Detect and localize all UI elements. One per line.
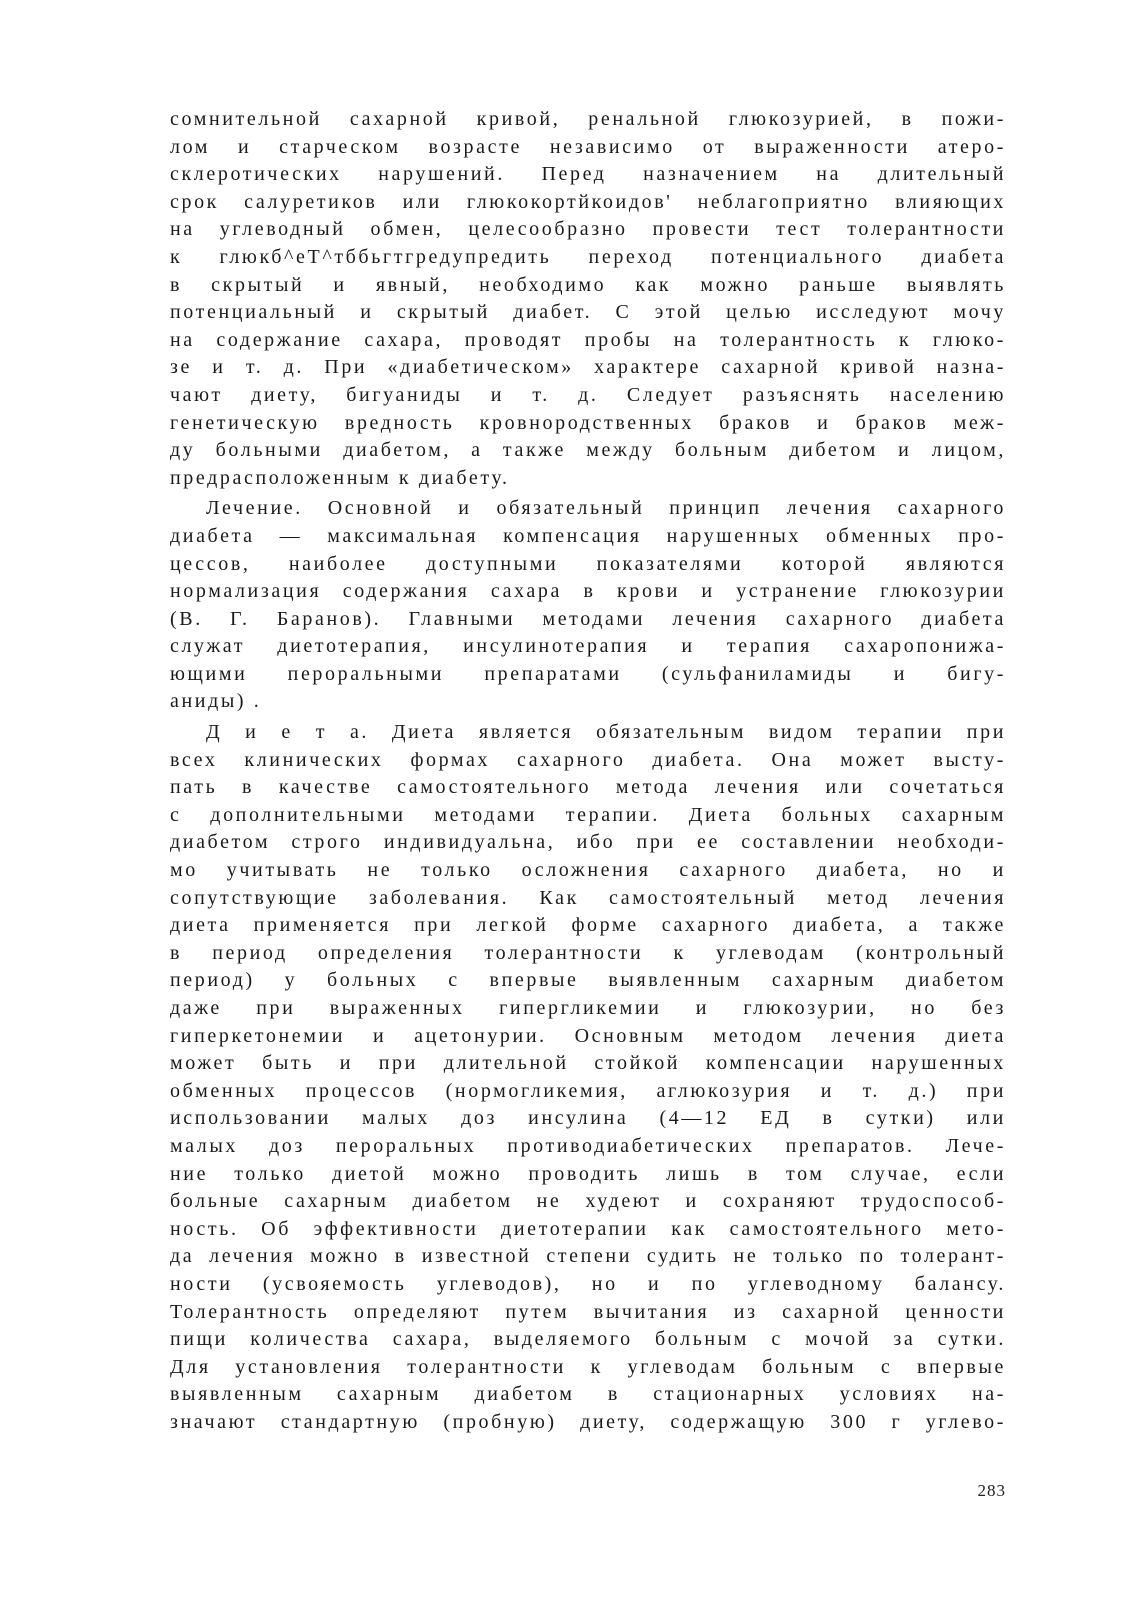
text-line: зе и т. д. При «диабетическом» характере сахарной кривой назна-: [170, 356, 1006, 379]
text-line: может быть и при длительной стойкой компенсации нарушенных: [170, 1052, 1006, 1075]
text-line: цессов, наиболее доступными показателями которой являются: [170, 552, 1006, 575]
text-line: обменных процессов (нормогликемия, аглюкозурия и т. д.) при: [170, 1079, 1006, 1102]
paragraph-treatment: [170, 495, 1006, 716]
text-line: ность. Об эффективности диетотерапии как самостоятельного мето-: [170, 1217, 1006, 1240]
text-line: Д и е т а. Диета является обязательным видом терапии при: [206, 721, 1006, 744]
text-line: сомнительной сахарной кривой, ренальной глюкозурией, в пожи-: [170, 108, 1006, 130]
text-line: (В. Г. Баранов). Главными методами лечения сахарного диабета: [170, 607, 1006, 630]
text-line: в скрытый и явный, необходимо как можно раньше выявлять: [170, 273, 1006, 296]
text-line: диета применяется при легкой форме сахарного диабета, а также: [170, 914, 1006, 937]
text-line: да лечения можно в известной степени судить не только по толерант-: [170, 1245, 1006, 1268]
text-line: нормализация содержания сахара в крови и устранение глюкозурии: [170, 580, 1006, 603]
paragraph-diet: [170, 719, 1006, 1436]
text-line: служат диетотерапия, инсулинотерапия и терапия сахаропонижа-: [170, 635, 1006, 658]
text-line: чают диету, бигуаниды и т. д. Следует разъяснять населению: [170, 383, 1006, 406]
page-number: 283: [977, 1481, 1006, 1500]
text-line: генетическую вредность кровнородственных браков и браков меж-: [170, 411, 1006, 434]
text-line: диабетом строго индивидуальна, ибо при ее составлении необходи-: [170, 831, 1006, 854]
text-line: использовании малых доз инсулина (4—12 ЕД в сутки) или: [170, 1107, 1006, 1130]
text-line: Лечение. Основной и обязательный принцип лечения сахарного: [206, 497, 1006, 520]
text-line: аниды) .: [170, 690, 262, 713]
text-line: на углеводный обмен, целесообразно провести тест толерантности: [170, 218, 1006, 241]
text-line: выявленным сахарным диабетом в стационарных условиях на-: [170, 1383, 1006, 1406]
text-line: сопутствующие заболевания. Как самостоятельный метод лечения: [170, 886, 1006, 909]
text-line: значают стандартную (пробную) диету, содержащую 300 г углево-: [170, 1410, 1006, 1433]
text-line: мо учитывать не только осложнения сахарного диабета, но и: [170, 859, 1006, 882]
text-line: малых доз пероральных противодиабетических препаратов. Лече-: [170, 1134, 1006, 1157]
text-line: гиперкетонемии и ацетонурии. Основным методом лечения диета: [170, 1024, 1006, 1047]
text-line: потенциальный и скрытый диабет. С этой целью исследуют мочу: [170, 301, 1006, 324]
text-line: даже при выраженных гипергликемии и глюкозурии, но без: [170, 997, 1006, 1019]
text-line: ду больными диабетом, а также между больным дибетом и лицом,: [170, 439, 1006, 462]
paragraph-continuation: [170, 106, 1006, 492]
text-line: склеротических нарушений. Перед назначением на длительный: [170, 163, 1006, 186]
text-line: предрасположенным к диабету.: [170, 466, 510, 489]
text-line: диабета — максимальная компенсация нарушенных обменных про-: [170, 524, 1006, 547]
text-line: Для установления толерантности к углеводам больным с впервые: [170, 1355, 1006, 1378]
text-line: больные сахарным диабетом не худеют и сохраняют трудоспособ-: [170, 1190, 1006, 1213]
text-line: к глюкб^eT^тббьгтгредупредить переход потенциального диабета: [170, 245, 1006, 268]
text-line: с дополнительными методами терапии. Диета больных сахарным: [170, 803, 1006, 826]
text-column: [170, 106, 1006, 1437]
text-line: на содержание сахара, проводят пробы на толерантность к глюко-: [170, 328, 1006, 351]
text-line: ющими пероральными препаратами (сульфаниламиды и бигу-: [170, 662, 1006, 685]
text-line: в период определения толерантности к углеводам (контрольный: [170, 941, 1006, 964]
text-line: период) у больных с впервые выявленным сахарным диабетом: [170, 969, 1006, 992]
text-line: срок салуретиков или глюкокортйкоидов' неблагоприятно влияющих: [170, 190, 1006, 213]
text-line: пищи количества сахара, выделяемого больным с мочой за сутки.: [170, 1328, 1006, 1351]
text-line: ности (усвояемость углеводов), но и по углеводному балансу.: [170, 1272, 1006, 1295]
text-line: Толерантность определяют путем вычитания из сахарной ценности: [170, 1300, 1006, 1323]
text-line: всех клинических формах сахарного диабета. Она может высту-: [170, 748, 1006, 771]
text-line: ние только диетой можно проводить лишь в том случае, если: [170, 1162, 1006, 1185]
text-line: лом и старческом возрасте независимо от выраженности атеро-: [170, 135, 1006, 158]
text-line: пать в качестве самостоятельного метода лечения или сочетаться: [170, 776, 1006, 799]
